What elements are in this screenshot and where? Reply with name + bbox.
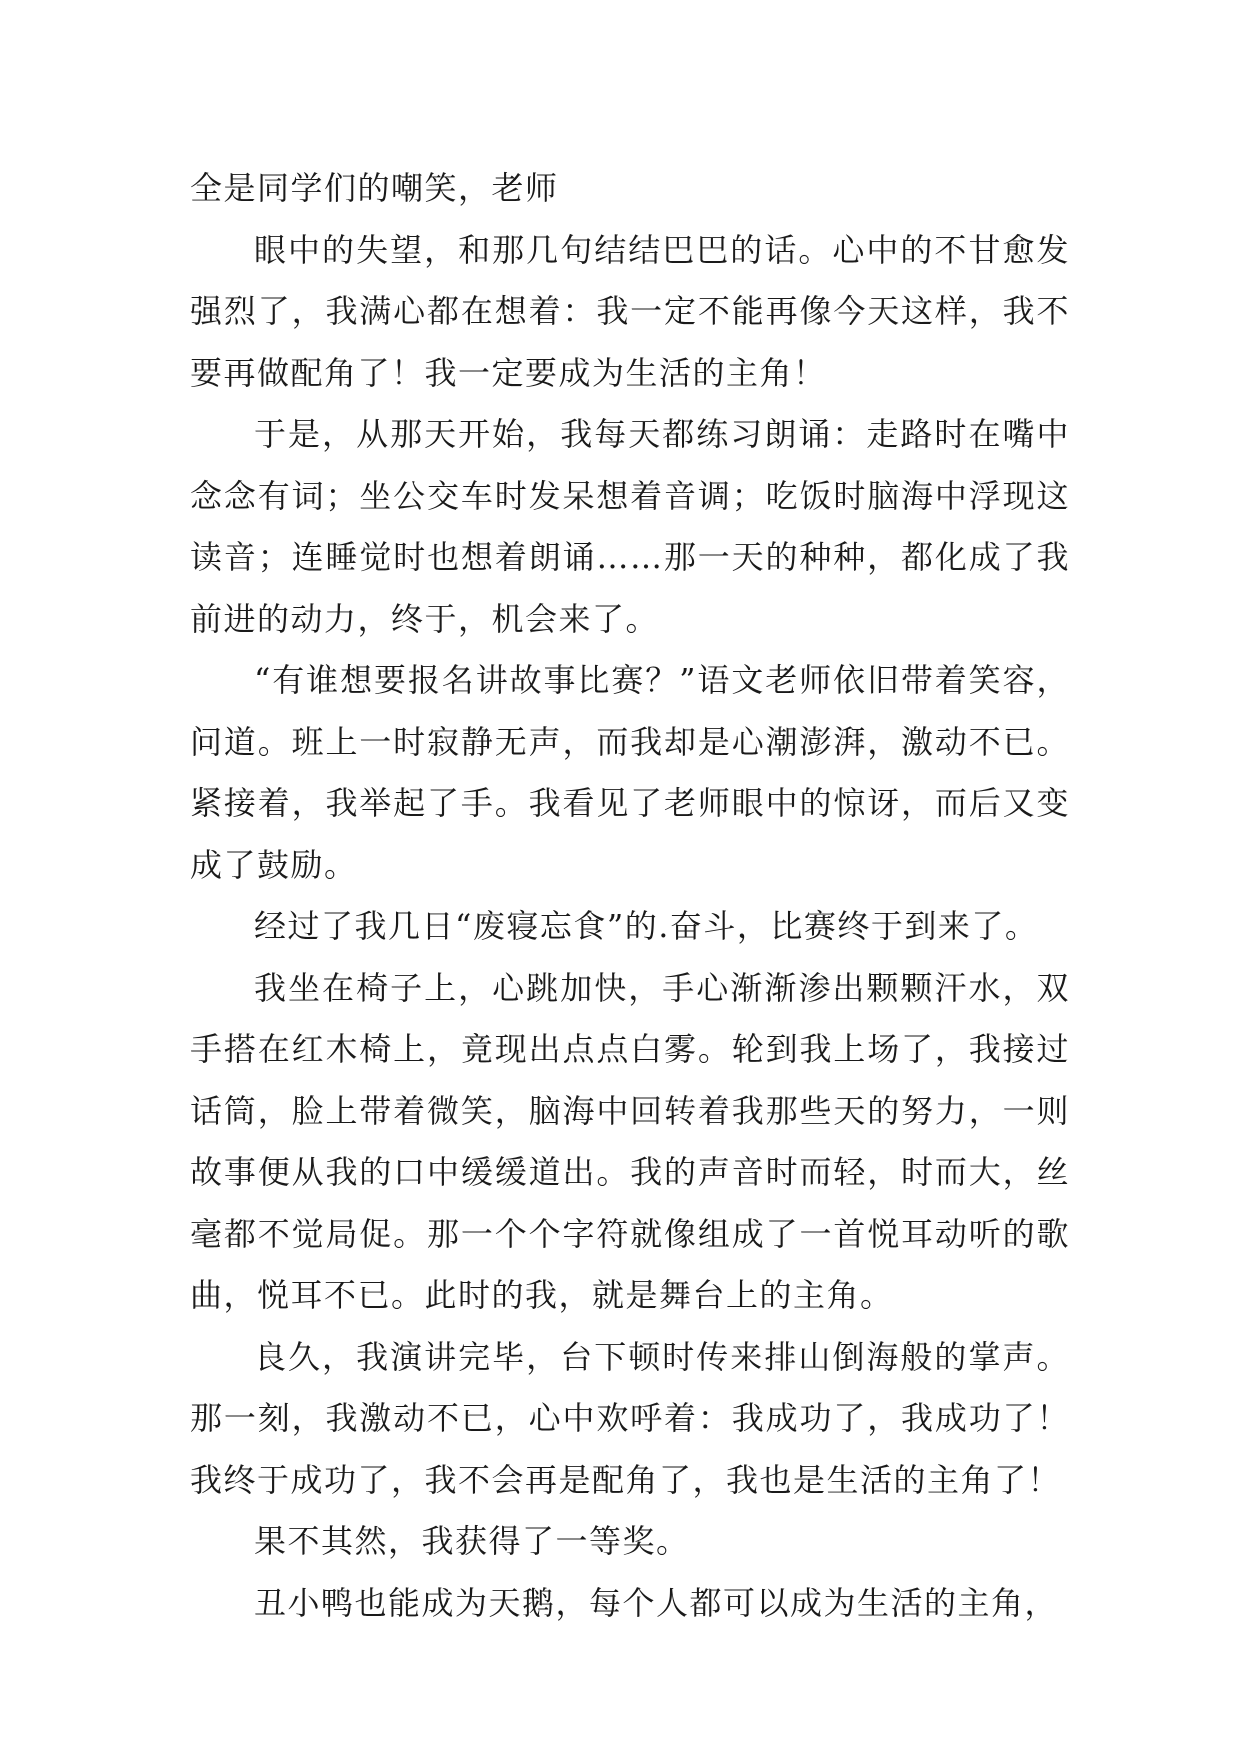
paragraph-6: 我坐在椅子上，心跳加快，手心渐渐渗出颗颗汗水，双手搭在红木椅上，竟现出点点白雾。轮到我上场了，我接过话筒，脸上带着微笑，脑海中回转着我那些天的努力，一则故事便从我的口中缓缓道出。我的声音时而轻，时而大，丝毫都不觉局促。那一个个字符就像组成了一首悦耳动听的歌曲，悦耳不已。此时的我，就是舞台上的主角。 [190, 968, 1070, 1314]
essay-body [190, 158, 1070, 1634]
paragraph-5: 经过了我几日“废寝忘食”的.奋斗，比赛终于到来了。 [254, 907, 1039, 945]
paragraph-3: 于是，从那天开始，我每天都练习朗诵：走路时在嘴中念念有词；坐公交车时发呆想着音调；吃饭时脑海中浮现这读音；连睡觉时也想着朗诵……那一天的种种，都化成了我前进的动力，终于，机会来了。 [190, 415, 1070, 638]
paragraph-7: 良久，我演讲完毕，台下顿时传来排山倒海般的掌声。那一刻，我激动不已，心中欢呼着：我成功了，我成功了！我终于成功了，我不会再是配角了，我也是生活的主角了！ [190, 1337, 1070, 1499]
paragraph-8: 果不其然，我获得了一等奖。 [254, 1522, 690, 1560]
paragraph-9: 丑小鸭也能成为天鹅，每个人都可以成为生活的主角， [254, 1583, 1059, 1622]
paragraph-1: 全是同学们的嘲笑，老师 [190, 169, 559, 207]
paragraph-2: 眼中的失望，和那几句结结巴巴的话。心中的不甘愈发强烈了，我满心都在想着：我一定不能再像今天这样，我不要再做配角了！我一定要成为生活的主角！ [190, 230, 1070, 392]
paragraph-4: “有谁想要报名讲故事比赛？”语文老师依旧带着笑容，问道。班上一时寂静无声，而我却是心潮澎湃，激动不已。紧接着，我举起了手。我看见了老师眼中的惊讶，而后又变成了鼓励。 [190, 661, 1070, 884]
